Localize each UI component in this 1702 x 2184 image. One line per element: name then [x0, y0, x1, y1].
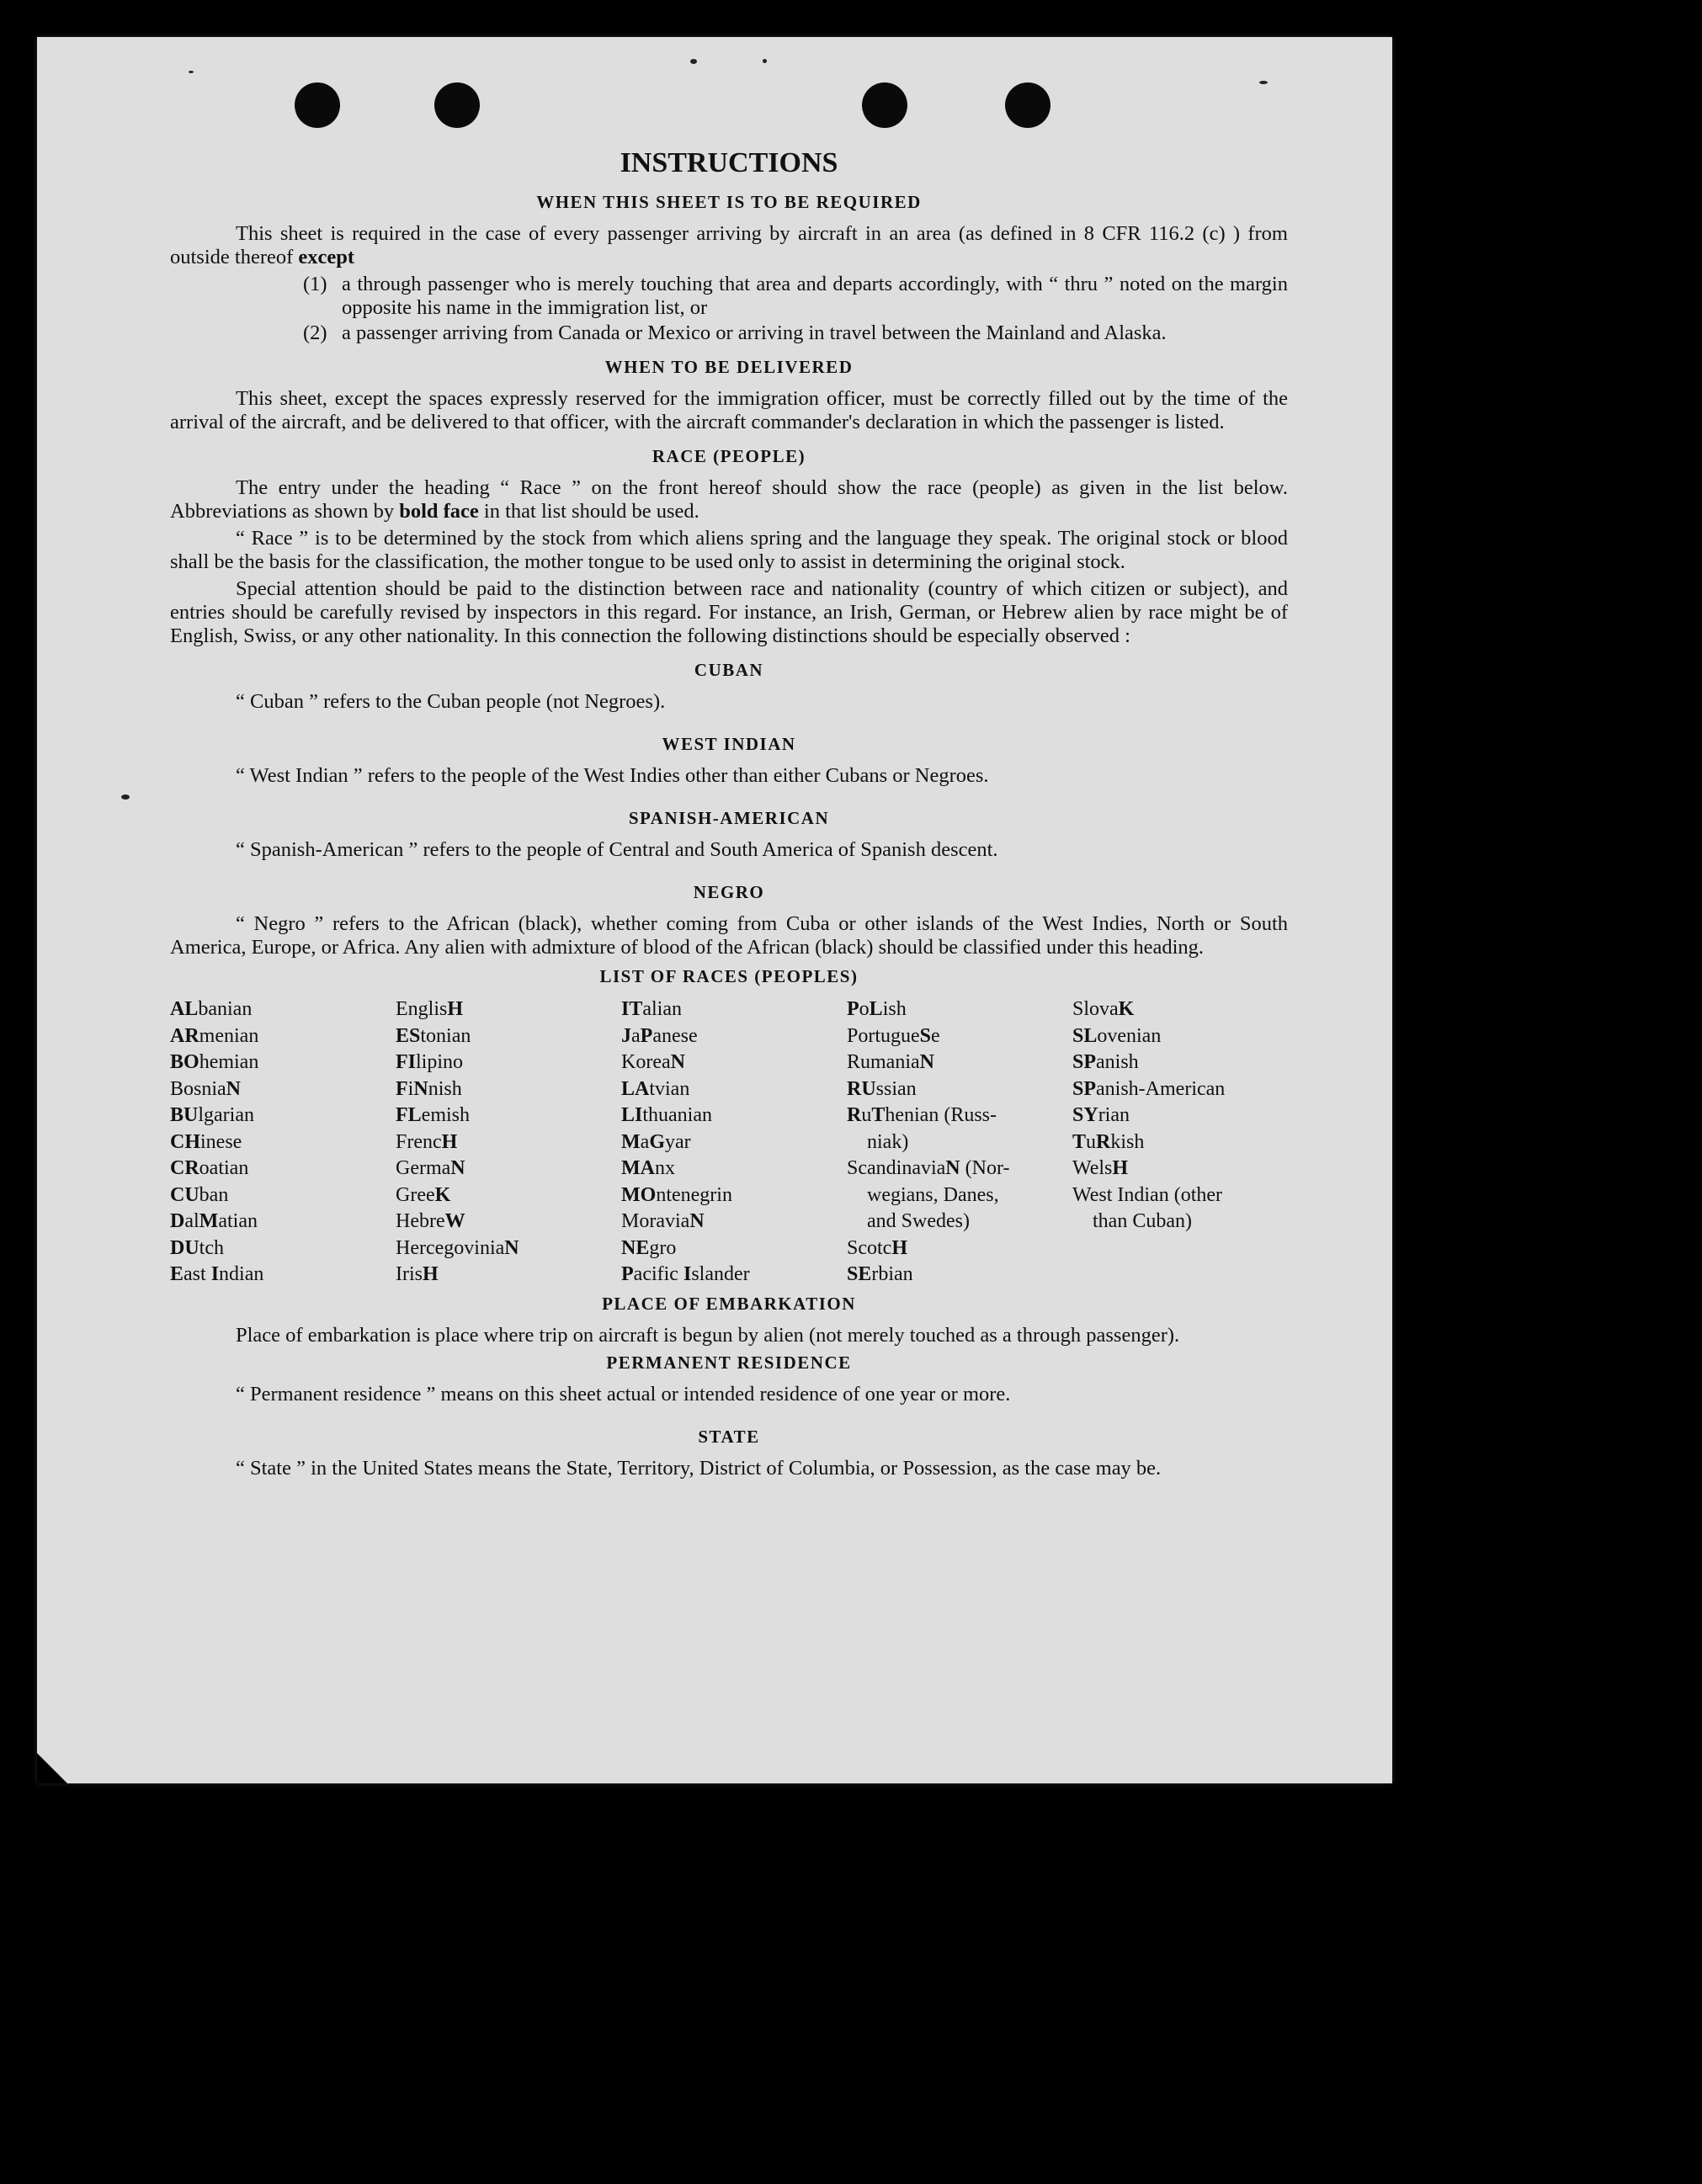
- heading-permanent-residence: PERMANENT RESIDENCE: [606, 1352, 852, 1373]
- heading-race: RACE (PEOPLE): [652, 446, 806, 466]
- race-entry: than Cuban): [1093, 1210, 1192, 1232]
- embarkation-text: Place of embarkation is place where trip on aircraft is begun by alien (not merely touched as a through passenger).: [236, 1323, 1180, 1347]
- races-column: [847, 996, 1072, 1289]
- race-entry: HebreW: [396, 1210, 465, 1232]
- race-entry: EnglisH: [396, 998, 464, 1020]
- race-entry: CHinese: [170, 1130, 242, 1153]
- heading-delivered: WHEN TO BE DELIVERED: [604, 357, 854, 377]
- heading-state: STATE: [698, 1426, 760, 1447]
- race-entry: BOhemian: [170, 1051, 259, 1073]
- race-entry: SErbian: [847, 1263, 913, 1285]
- race-entry: SYrian: [1072, 1104, 1130, 1126]
- race-entry: ALbanian: [170, 998, 253, 1020]
- dust-speck: [121, 794, 130, 800]
- race-entry: BosniaN: [170, 1077, 242, 1100]
- heading-west-indian: WEST INDIAN: [662, 734, 796, 754]
- race-entry: PortugueSe: [847, 1024, 940, 1047]
- heading-required: WHEN THIS SHEET IS TO BE REQUIRED: [536, 192, 922, 212]
- punch-hole: [862, 82, 907, 128]
- heading-negro: NEGRO: [693, 882, 765, 902]
- negro-text: “ Negro ” refers to the African (black), whether coming from Cuba or other islands of the West Indies, North or South America, Europe, or Africa. Any alien with admixture of blood of the African (black) should be classified under this heading.: [170, 912, 1288, 959]
- state-text: “ State ” in the United States means the State, Territory, District of Columbia, or Possession, as the case may be.: [236, 1456, 1162, 1480]
- race-paragraph-1: The entry under the heading “ Race ” on the front hereof should show the race (people) as given in the list below. Abbreviations as shown by bold face in that list should be used.: [170, 476, 1288, 523]
- race-entry: RUssian: [847, 1077, 917, 1100]
- race-entry: RuThenian (Russ-: [847, 1104, 997, 1126]
- page-corner: [37, 1753, 67, 1783]
- west-indian-text: “ West Indian ” refers to the people of the West Indies other than either Cubans or Negroes.: [236, 764, 989, 787]
- cuban-text: “ Cuban ” refers to the Cuban people (not Negroes).: [236, 690, 666, 713]
- race-entry: and Swedes): [867, 1210, 970, 1232]
- delivered-text: This sheet, except the spaces expressly reserved for the immigration officer, must be correctly filled out by the time of the arrival of the aircraft, and be delivered to that officer, with the aircraft commander's declaration in which the passenger is listed.: [170, 387, 1288, 433]
- spanish-american-text: “ Spanish-American ” refers to the people of Central and South America of Spanish descent.: [236, 838, 998, 861]
- races-column: [396, 996, 621, 1289]
- heading-cuban: CUBAN: [694, 660, 764, 680]
- race-entry: FIlipino: [396, 1051, 464, 1073]
- dust-speck: [1259, 81, 1268, 84]
- dust-speck: [690, 59, 697, 64]
- races-list: [170, 996, 1288, 1289]
- race-entry: GreeK: [396, 1183, 451, 1206]
- race-entry: MoraviaN: [621, 1210, 705, 1232]
- race-entry: Pacific Islander: [621, 1263, 750, 1285]
- race-entry: LAtvian: [621, 1077, 690, 1100]
- punch-hole: [1005, 82, 1050, 128]
- race-entry: JaPanese: [621, 1024, 698, 1047]
- race-entry: ARmenian: [170, 1024, 259, 1047]
- page-title: INSTRUCTIONS: [620, 147, 838, 178]
- race-entry: WelsH: [1072, 1157, 1129, 1179]
- races-column: [621, 996, 847, 1289]
- race-paragraph-2: “ Race ” is to be determined by the stock from which aliens spring and the language they speak. The original stock or blood shall be the basis for the classification, the mother tongue to be used only to assist in determining the original stock.: [170, 527, 1288, 573]
- instructions-body: [170, 146, 1288, 1484]
- document-page: [37, 37, 1392, 1783]
- races-column: [1072, 996, 1288, 1289]
- race-entry: niak): [867, 1130, 909, 1153]
- race-entry: DalMatian: [170, 1210, 258, 1232]
- dust-speck: [189, 71, 194, 73]
- race-entry: LIthuanian: [621, 1104, 712, 1126]
- race-entry: MOntenegrin: [621, 1183, 732, 1206]
- race-entry: SlovaK: [1072, 998, 1135, 1020]
- race-entry: ScandinaviaN (Nor-: [847, 1157, 1010, 1179]
- race-entry: CUban: [170, 1183, 229, 1206]
- race-entry: IrisH: [396, 1263, 439, 1285]
- race-entry: MaGyar: [621, 1130, 691, 1153]
- heading-embarkation: PLACE OF EMBARKATION: [602, 1293, 856, 1314]
- race-entry: KoreaN: [621, 1051, 685, 1073]
- race-entry: wegians, Danes,: [867, 1183, 999, 1206]
- race-entry: MAnx: [621, 1157, 675, 1179]
- race-entry: RumaniaN: [847, 1051, 934, 1073]
- permanent-residence-text: “ Permanent residence ” means on this sheet actual or intended residence of one year or more.: [236, 1382, 1011, 1406]
- race-entry: ScotcH: [847, 1236, 907, 1259]
- race-entry: FLemish: [396, 1104, 470, 1126]
- punch-hole: [295, 82, 340, 128]
- heading-spanish-american: SPANISH-AMERICAN: [628, 808, 830, 828]
- races-column: [170, 996, 396, 1289]
- required-item-1: (1) a through passenger who is merely touching that area and departs accordingly, with “ thru ” noted on the margin opposite his name in the immigration list, or: [303, 273, 1288, 319]
- race-entry: SPanish-American: [1072, 1077, 1226, 1100]
- race-entry: FrencH: [396, 1130, 458, 1153]
- race-entry: SPanish: [1072, 1051, 1139, 1073]
- race-entry: BUlgarian: [170, 1104, 254, 1126]
- race-entry: West Indian (other: [1072, 1183, 1223, 1206]
- race-entry: SLovenian: [1072, 1024, 1162, 1047]
- race-entry: HercegoviniaN: [396, 1236, 519, 1259]
- heading-list-of-races: LIST OF RACES (PEOPLES): [599, 966, 859, 986]
- race-entry: TuRkish: [1072, 1130, 1145, 1153]
- race-entry: ITalian: [621, 998, 682, 1020]
- race-entry: NEgro: [621, 1236, 677, 1259]
- race-entry: PoLish: [847, 998, 907, 1020]
- race-entry: DUtch: [170, 1236, 224, 1259]
- race-entry: CRoatian: [170, 1157, 249, 1179]
- race-entry: East Indian: [170, 1263, 264, 1285]
- race-paragraph-3: Special attention should be paid to the distinction between race and nationality (country of which citizen or subject), and entries should be carefully revised by inspectors in this regard. For instance, an Irish, German, or Hebrew alien by race might be of English, Swiss, or any other nationality. In this connection the following distinctions should be especially observed :: [170, 577, 1288, 647]
- required-item-2: (2) a passenger arriving from Canada or Mexico or arriving in travel between the Mainland and Alaska.: [303, 321, 1167, 344]
- race-entry: GermaN: [396, 1157, 465, 1179]
- required-intro: This sheet is required in the case of every passenger arriving by aircraft in an area (as defined in 8 CFR 116.2 (c) ) from outside thereof except: [170, 222, 1288, 268]
- race-entry: EStonian: [396, 1024, 471, 1047]
- punch-hole: [434, 82, 480, 128]
- dust-speck: [763, 59, 767, 63]
- race-entry: FiNnish: [396, 1077, 462, 1100]
